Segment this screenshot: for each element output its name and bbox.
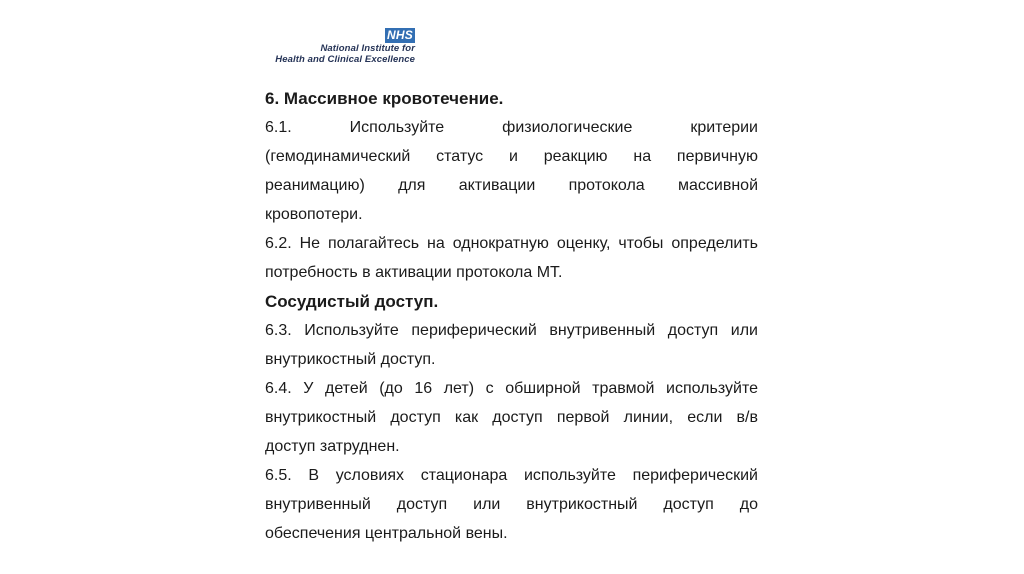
paragraph-6-2-line-1: 6.2. Не полагайтесь на однократную оценку, чтобы определить: [265, 235, 758, 252]
paragraph-6-5-line-1: 6.5. В условиях стационара используйте периферический: [265, 467, 758, 484]
paragraph-6-1-line-2: (гемодинамический статус и реакцию на первичную: [265, 148, 758, 165]
paragraph-6-1-line-1: 6.1. Используйте физиологические критерии: [265, 119, 758, 136]
paragraph-6-4-line-2: внутрикостный доступ как доступ первой линии, если в/в: [265, 409, 758, 426]
nhs-logo: [385, 28, 415, 43]
paragraph-6-4-line-1: 6.4. У детей (до 16 лет) с обширной травмой используйте: [265, 380, 758, 397]
paragraph-6-2-line-2: потребность в активации протокола МТ.: [265, 264, 563, 281]
paragraph-6-1-line-3: реанимацию) для активации протокола массивной: [265, 177, 758, 194]
paragraph-6-3-line-2: внутрикостный доступ.: [265, 351, 436, 368]
nhs-logo-text: NHS: [387, 28, 413, 42]
paragraph-6-1-line-4: кровопотери.: [265, 206, 363, 223]
heading-massive-bleeding: 6. Массивное кровотечение.: [265, 89, 504, 108]
paragraph-6-3-line-1: 6.3. Используйте периферический внутривенный доступ или: [265, 322, 758, 339]
heading-vascular-access: Сосудистый доступ.: [265, 292, 439, 311]
slide-content: [265, 84, 758, 548]
logo-org-line1: National Institute for: [320, 43, 415, 54]
paragraph-6-5-line-3: обеспечения центральной вены.: [265, 525, 508, 542]
paragraph-6-5-line-2: внутривенный доступ или внутрикостный доступ до: [265, 496, 758, 513]
nice-logo: [0, 26, 415, 65]
paragraph-6-4-line-3: доступ затруднен.: [265, 438, 400, 455]
logo-org-line2: Health and Clinical Excellence: [275, 53, 415, 65]
